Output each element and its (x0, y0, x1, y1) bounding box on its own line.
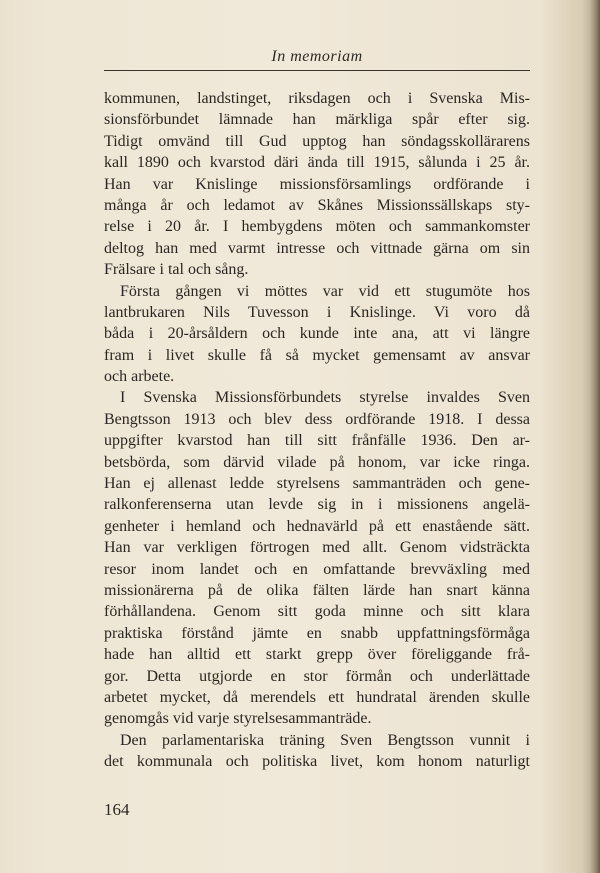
page-edge-shadow (590, 0, 600, 873)
text-line: uppgifter kvarstod han till sitt frånfälle 1936. Den ar- (104, 432, 530, 450)
text-line: och arbete. (104, 368, 175, 386)
text-line: Frälsare i tal och sång. (104, 261, 249, 279)
text-line: I Svenska Missionsförbundets styrelse invaldes Sven (120, 389, 530, 407)
text-line: hade han alltid ett starkt grepp över föreliggande frå- (104, 646, 530, 664)
text-line: fram i livet skulle få så mycket gemensamt av ansvar (104, 346, 530, 364)
text-line: Första gången vi möttes var vid ett stugumöte hos (120, 282, 530, 300)
text-line: missionärerna på de olika fälten lärde han snart känna (104, 581, 530, 599)
text-line: Han ej allenast ledde styrelsens sammanträden och gene- (104, 475, 530, 493)
text-line: kall 1890 och kvarstod däri ända till 1915, sålunda i 25 år. (104, 154, 530, 172)
text-line: lantbrukaren Nils Tuvesson i Knislinge. Vi voro då (104, 303, 530, 321)
text-line: resor inom landet och en omfattande brevväxling med (104, 560, 530, 578)
text-line: båda i 20-årsåldern och kunde inte ana, att vi längre (104, 325, 530, 343)
text-line: Tidigt omvänd till Gud upptog han söndagsskollärarens (104, 132, 530, 150)
header-rule (104, 70, 530, 71)
text-line: relse i 20 år. I hembygdens möten och sammankomster (104, 218, 530, 236)
text-line: Han var Knislinge missionsförsamlings ordförande i (104, 175, 530, 193)
text-line: Bengtsson 1913 och blev dess ordförande 1918. I dessa (104, 410, 530, 428)
running-title: In memoriam (271, 48, 363, 65)
text-line: genomgås vid varje styrelsesammanträde. (104, 710, 372, 728)
body-text (104, 88, 530, 773)
text-line: Han var verkligen förtrogen med allt. Genom vidsträckta (104, 539, 530, 557)
text-line: kommunen, landstinget, riksdagen och i Svenska Mis- (104, 90, 530, 107)
text-line: det kommunala och politiska livet, kom honom naturligt (104, 753, 530, 771)
text-line: Den parlamentariska träning Sven Bengtsson vunnit i (120, 731, 530, 749)
text-line: betsbörda, som därvid vilade på honom, var icke ringa. (104, 453, 530, 471)
text-line: genheter i hemland och hednavärld på ett enastående sätt. (104, 517, 530, 535)
text-line: ralkonferenserna utan levde sig in i missionens angelä- (104, 496, 530, 514)
text-line: sionsförbundet lämnade han märkliga spår efter sig. (104, 111, 530, 129)
text-line: många år och ledamot av Skånes Missionssällskaps sty- (104, 196, 530, 214)
text-line: arbetet mycket, då merendels ett hundratal ärenden skulle (104, 688, 530, 706)
page-number: 164 (104, 800, 130, 819)
text-line: deltog han med varmt intresse och vittnade gärna om sin (104, 239, 530, 257)
text-line: förhållandena. Genom sitt goda minne och sitt klara (104, 603, 530, 621)
text-line: praktiska förstånd jämte en snabb uppfattningsförmåga (104, 624, 530, 642)
text-line: gor. Detta utgjorde en stor förmån och underlättade (104, 667, 530, 685)
